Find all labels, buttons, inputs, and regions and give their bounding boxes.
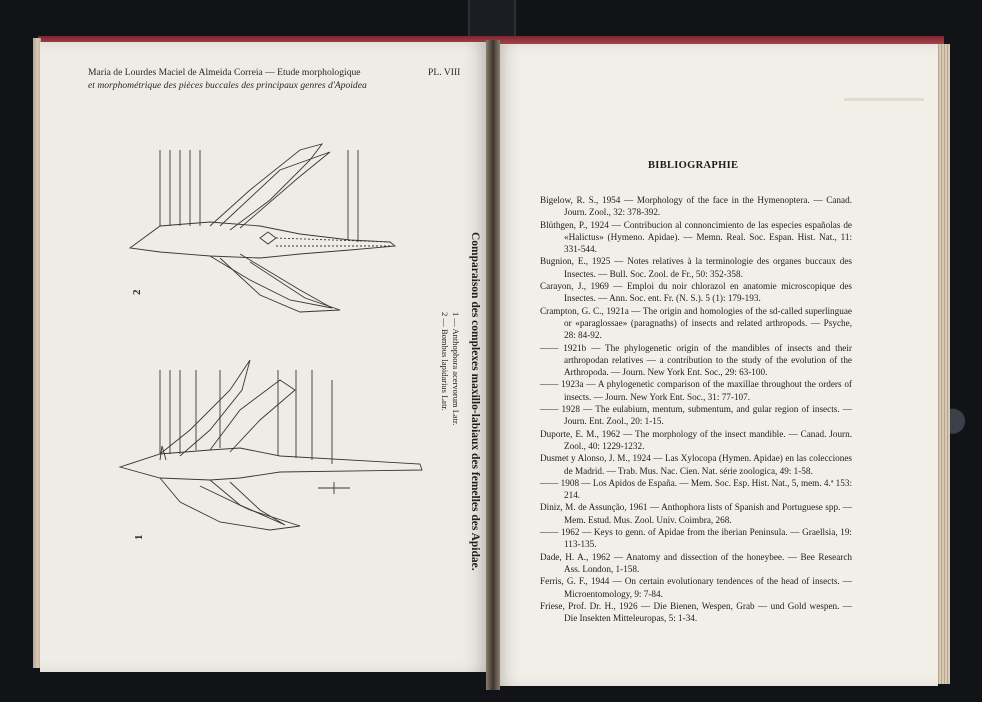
bibliography-entry: —— 1928 — The eulabium, mentum, submentum, and gular region of insects. — Journ. Ent. Zool., 20: 1-15. xyxy=(540,404,852,427)
bibliography-entry: Dade, H. A., 1962 — Anatomy and dissection of the honeybee. — Bee Research Ass. London, 1-158. xyxy=(540,551,852,574)
bibliography-entry: Bigelow, R. S., 1954 — Morphology of the face in the Hymenoptera. — Canad. Journ. Zool., 32: 378-392. xyxy=(540,195,852,218)
bibliography-entry: —— 1908 — Los Apidos de España. — Mem. Soc. Esp. Hist. Nat., 5, mem. 4.ª 153: 214. xyxy=(540,477,852,501)
header-line-1: Maria de Lourdes Maciel de Almeida Correia — Etude morphologique xyxy=(88,67,361,78)
caption-item-2: 2 — Bombus lapidarius Latr. xyxy=(440,312,450,411)
book-gutter xyxy=(486,40,500,690)
running-header xyxy=(88,66,488,92)
bibliography-entry: —— 1923a — A phylogenetic comparison of the maxillae throughout the orders of insects. — Journ. New York Ent. Soc., 31: 77-107. xyxy=(540,379,852,402)
book-spine xyxy=(468,0,516,40)
bibliography-entry: Carayon, J., 1969 — Emploi du noir chlorazol en anatomie microscopique des Insectes. — Ann. Soc. ent. Fr. (N. S.). 5 (1): 179-193. xyxy=(540,281,852,304)
bibliography-list xyxy=(540,194,852,624)
bibliography-title: BIBLIOGRAPHIE xyxy=(648,160,739,171)
bibliography-entry: —— 1962 — Keys to genn. of Apidae from the iberian Peninsula. — Graellsia, 19: 113-135. xyxy=(540,527,852,550)
caption-title: Comparaison des complexes maxillo-labiaux des femelles des Apidae. xyxy=(469,232,481,571)
caption-item-1: 1 — Anthophora acervorum Latr. xyxy=(451,312,461,426)
figure-2-drawing xyxy=(130,144,395,312)
bleed-through-mark xyxy=(844,98,924,101)
bibliography-entry: Crampton, G. C., 1921a — The origin and homologies of the sd-called superlinguae or «paraglossae» (paragnaths) of insects and related arthropods. — Psyche, 28: 84-92. xyxy=(540,305,852,341)
plate-number: PL. VIII xyxy=(428,67,461,78)
header-line-2: et morphométrique des pièces buccales des principaux genres d'Apoidea xyxy=(88,80,367,91)
bibliography-entry: Bugnion, E., 1925 — Notes relatives à la terminologie des organes buccaux des Insectes. — Bull. Soc. Zool. de Fr., 50: 352-358. xyxy=(540,256,852,279)
bibliography-entry: Duporte, E. M., 1962 — The morphology of the insect mandible. — Canad. Journ. Zool., 40: 1229-1232. xyxy=(540,428,852,451)
bibliography-entry: Friese, Prof. Dr. H., 1926 — Die Bienen, Wespen, Grab — und Gold wespen. — Die Insekten Mitteleuropas, 5: 1-34. xyxy=(540,600,852,624)
bibliography-entry: Diniz, M. de Assunção, 1961 — Anthophora lists of Spanish and Portuguese spp. — Mem. Estud. Mus. Zool. Univ. Coimbra, 268. xyxy=(540,502,852,525)
figure-1-drawing xyxy=(120,360,422,530)
figure-number-1: 1 xyxy=(133,534,145,540)
right-page-edges xyxy=(936,44,950,684)
mouthparts-illustration xyxy=(100,130,430,550)
bibliography-entry: Blüthgen, P., 1924 — Contribucion al connoncimiento de las especies españolas de «Halictus» (Hymeno. Apidae). — Memn. Real. Soc. Espan. Hist. Nat., 11: 331-544. xyxy=(540,219,852,255)
figure-caption xyxy=(421,232,481,571)
figure-number-2: 2 xyxy=(131,289,143,295)
bibliography-entry: Ferris, G. F., 1944 — On certain evolutionary tendences of the head of insects. — Microentomology, 9: 7-84. xyxy=(540,576,852,599)
bibliography-entry: —— 1921b — The phylogenetic origin of the mandibles of insects and their arthropodan relatives — a contribution to the study of the evolution of the Arthropoda. — Journ. New York Ent. Soc., 29: 63-100. xyxy=(540,342,852,378)
bibliography-entry: Dusmet y Alonso, J. M., 1924 — Las Xylocopa (Hymen. Apidae) en las colecciones de Madrid. — Trab. Mus. Nac. Cien. Nat. série zoologica, 49: 1-58. xyxy=(540,453,852,476)
